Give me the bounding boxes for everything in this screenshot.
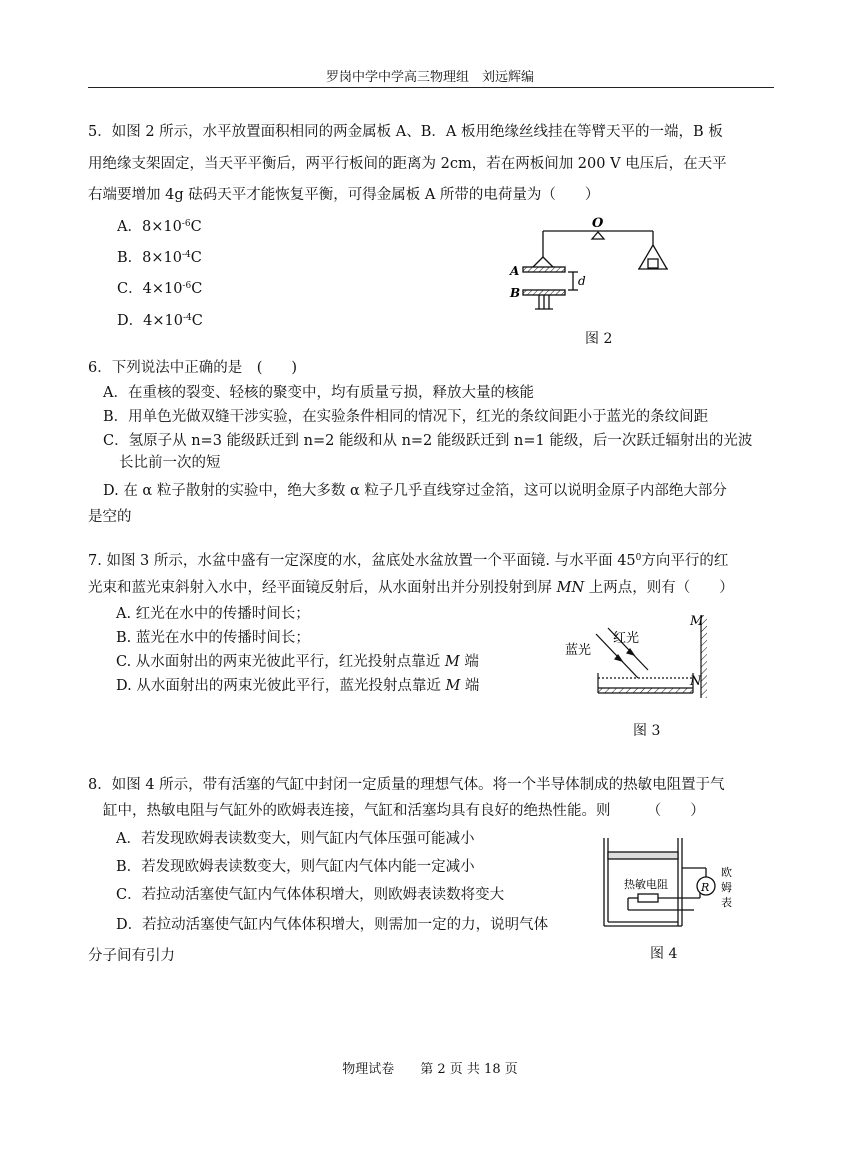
q6-option-c-line-2: 长比前一次的短 — [119, 455, 221, 471]
q8-stem-line-2: 缸中，热敏电阻与气缸外的欧姆表连接，气缸和活塞均具有良好的绝热性能。则 （ ） — [103, 803, 705, 819]
q7-stem-line-1: 7. 如图 3 所示，水盆中盛有一定深度的水，盆底处水盆放置一个平面镜. 与水平面 $45^0$方向平行的红 — [88, 553, 729, 569]
q8-option-c: C．若拉动活塞使气缸内气体体积增大，则欧姆表读数将变大 — [116, 887, 505, 903]
q8-option-a: A．若发现欧姆表读数变大，则气缸内气体压强可能减小 — [116, 831, 475, 847]
q5-option-d: D．$4\times 10^{-4}C$ — [117, 313, 203, 329]
figure-2-caption: 图 2 — [585, 331, 613, 347]
q8-stem-line-1: 8．如图 4 所示，带有活塞的气缸中封闭一定质量的理想气体。将一个半导体制成的热敏电阻置于气 — [88, 777, 725, 793]
q5-stem-line-2: 用绝缘支架固定，当天平平衡后，两平行板间的距离为 2cm，若在两板间加 200 V 电压后，在天平 — [88, 156, 727, 172]
header-rule — [88, 87, 774, 88]
fig3-label-n: N — [690, 674, 702, 689]
fig3-label-blue-light: 蓝光 — [565, 643, 592, 658]
fig4-label-meter-2: 姆 — [721, 881, 732, 894]
q6-option-b: B．用单色光做双缝干涉实验，在实验条件相同的情况下，红光的条纹间距小于蓝光的条纹间距 — [103, 409, 709, 425]
q5-option-c: C．$4\times 10^{-6}C$ — [117, 281, 203, 297]
page-footer: 物理试卷 第 2 页 共 18 页 — [342, 1062, 518, 1077]
fig4-label-meter-1: 欧 — [721, 866, 732, 879]
fig4-label-r: R — [701, 881, 710, 894]
fig3-label-red-light: 红光 — [613, 631, 640, 646]
q7-stem-line-2: 光束和蓝光束斜射入水中，经平面镜反射后，从水面射出并分别投射到屏 MN 上两点，则有（ ） — [88, 580, 734, 596]
q6-option-c-line-1: C．氢原子从 n=3 能级跃迁到 n=2 能级和从 n=2 能级跃迁到 n=1 能级，后一次跃迁辐射出的光波 — [103, 433, 753, 449]
q7-option-a: A. 红光在水中的传播时间长； — [116, 606, 310, 622]
q7-option-b: B. 蓝光在水中的传播时间长； — [116, 630, 310, 646]
fig2-label-a: A — [510, 264, 520, 278]
q8-option-d-line-1: D．若拉动活塞使气缸内气体体积增大，则需加一定的力，说明气体 — [116, 917, 549, 933]
q5-stem-line-1: 5．如图 2 所示，水平放置面积相同的两金属板 A、B．A 板用绝缘丝线挂在等臂天平的一端，B 板 — [88, 124, 723, 140]
q6-option-d-line-1: D. 在 α 粒子散射的实验中，绝大多数 α 粒子几乎直线穿过金箔，这可以说明金原子内部绝大部分 — [103, 483, 727, 499]
q6-option-a: A．在重核的裂变、轻核的聚变中，均有质量亏损，释放大量的核能 — [103, 385, 534, 401]
q6-stem: 6．下列说法中正确的是 ( ) — [88, 360, 298, 376]
q7-option-d: D. 从水面射出的两束光彼此平行，蓝光投射点靠近 M 端 — [116, 678, 480, 694]
fig2-label-b: B — [510, 286, 521, 300]
q8-option-d-line-2: 分子间有引力 — [88, 948, 175, 964]
fig3-label-m: M — [690, 614, 704, 629]
q7-option-c: C. 从水面射出的两束光彼此平行，红光投射点靠近 M 端 — [116, 654, 479, 670]
q8-option-b: B．若发现欧姆表读数变大，则气缸内气体内能一定减小 — [116, 859, 475, 875]
figure-4-caption: 图 4 — [650, 946, 678, 962]
fig2-label-o: O — [592, 216, 604, 231]
page-header: 罗岗中学中学高三物理组 刘远辉编 — [325, 70, 534, 85]
fig2-label-d: d — [578, 274, 586, 288]
q5-stem-line-3: 右端要增加 4g 砝码天平才能恢复平衡，可得金属板 A 所带的电荷量为（ ） — [88, 187, 600, 203]
fig4-label-meter-3: 表 — [721, 896, 732, 909]
q5-option-a: A．$8\times 10^{-6}C$ — [117, 219, 202, 235]
q5-option-b: B．$8\times 10^{-4}C$ — [117, 250, 202, 266]
fig4-label-thermistor: 热敏电阻 — [624, 878, 668, 891]
q6-option-d-line-2: 是空的 — [88, 509, 132, 525]
figure-3-caption: 图 3 — [633, 723, 661, 739]
figure-2-balance-diagram — [505, 215, 695, 325]
figure-3-basin-diagram — [560, 610, 720, 710]
figure-4-cylinder-diagram — [598, 830, 748, 935]
